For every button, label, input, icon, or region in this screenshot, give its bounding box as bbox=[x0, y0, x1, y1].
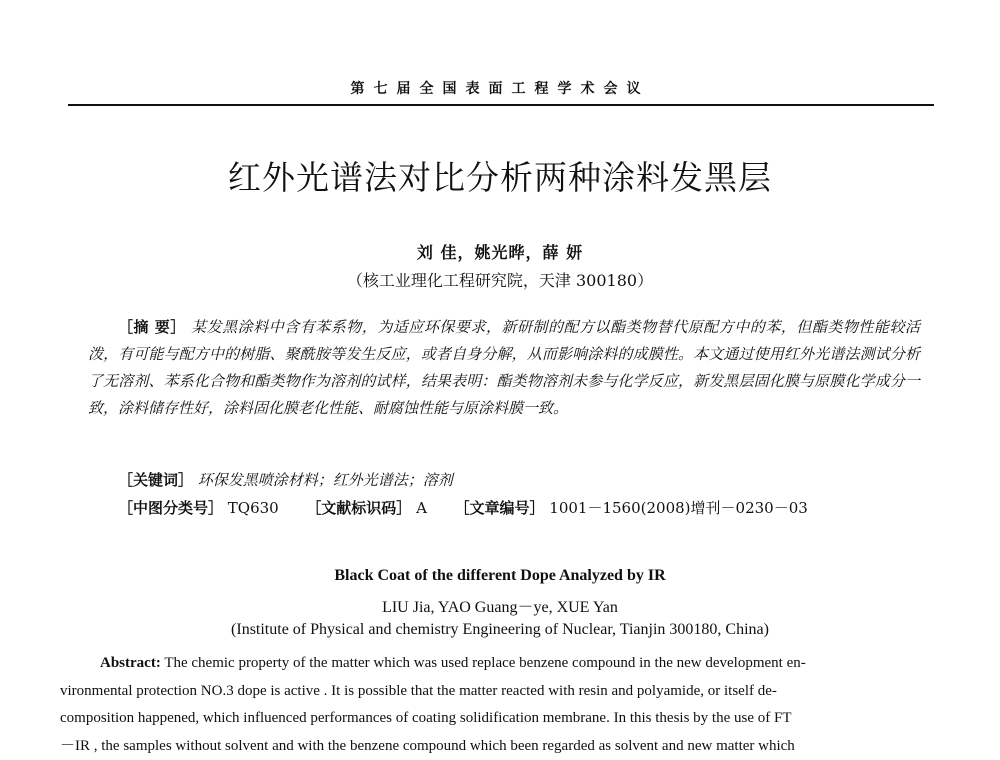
abstract-en-line bbox=[60, 650, 934, 678]
conference-header: 第七届全国表面工程学术会议 bbox=[350, 81, 650, 97]
doc-code-label: ［文献标识码］ bbox=[306, 499, 412, 517]
abstract-en-line: －IR , the samples without solvent and with the benzene compound which been regarded as solvent and new matter which bbox=[60, 737, 795, 754]
keywords-cn-text: 环保发黑喷涂材料；红外光谱法；溶剂 bbox=[197, 471, 453, 489]
abstract-cn-text: 某发黑涂料中含有苯系物，为适应环保要求，新研制的配方以酯类物替代原配方中的苯，但酯类物性能较活泼，有可能与配方中的树脂、聚酰胺等发生反应，或者自身分解，从而影响涂料的成膜性。本文通过使用红外光谱法测试分析了无溶剂、苯系化合物和酯类物作为溶剂的试样，结果表明：酯类物溶剂未参与化学反应，新发黑层固化膜与原膜化学成分一致，涂料储存性好，涂料固化膜老化性能、耐腐蚀性能与原涂料膜一致。 bbox=[88, 318, 920, 417]
clc-value: TQ630 bbox=[227, 499, 279, 517]
keywords-cn-label: ［关键词］ bbox=[118, 471, 194, 489]
abstract-en-label: Abstract: bbox=[100, 655, 161, 671]
affiliation-cn: （核工业理化工程研究院，天津 300180） bbox=[346, 271, 654, 290]
authors-en: LIU Jia, YAO Guang－ye, XUE Yan bbox=[382, 599, 618, 616]
classification-line bbox=[118, 497, 938, 518]
affiliation-en: (Institute of Physical and chemistry Engineering of Nuclear, Tianjin 300180, China) bbox=[231, 621, 769, 638]
abstract-cn-label: ［摘 要］ bbox=[118, 318, 186, 336]
clc-label: ［中图分类号］ bbox=[118, 499, 224, 517]
abstract-cn bbox=[88, 314, 920, 422]
abstract-en-line: vironmental protection NO.3 dope is active . It is possible that the matter reacted with resin and polyamide, or itself de- bbox=[60, 682, 777, 699]
paper-title-cn: 红外光谱法对比分析两种涂料发黑层 bbox=[228, 158, 772, 197]
doc-code-value: A bbox=[416, 499, 427, 517]
keywords-cn bbox=[118, 469, 918, 490]
abstract-en-text: The chemic property of the matter which was used replace benzene compound in the new development en- bbox=[164, 655, 806, 671]
article-no-value: 1001－1560(2008)增刊－0230－03 bbox=[549, 499, 808, 517]
paper-title-en: Black Coat of the different Dope Analyzed by IR bbox=[334, 567, 666, 584]
abstract-en-line: composition happened, which influenced performances of coating solidification membrane. In this thesis by the use of FT bbox=[60, 710, 792, 726]
header-rule bbox=[68, 104, 934, 106]
authors-cn: 刘 佳，姚光晔，薛 妍 bbox=[416, 243, 584, 262]
abstract-en bbox=[60, 650, 934, 760]
article-no-label: ［文章编号］ bbox=[454, 499, 545, 517]
